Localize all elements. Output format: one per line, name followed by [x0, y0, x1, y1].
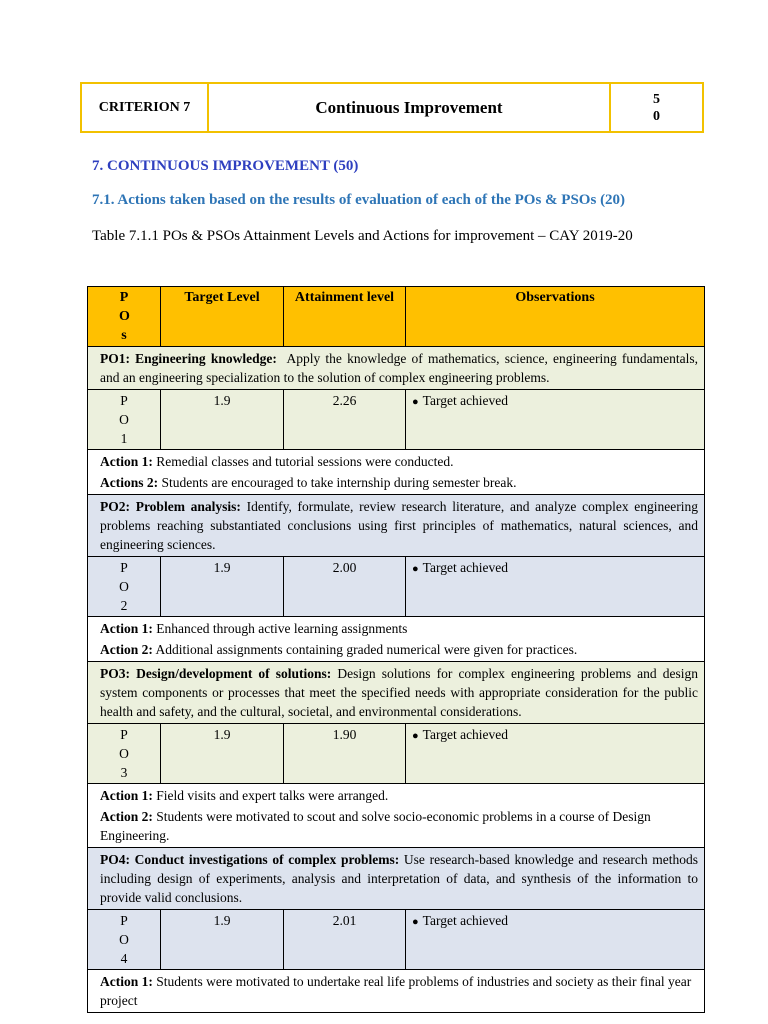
- header-pos: POs: [119, 290, 130, 343]
- action-label: Action 1:: [100, 788, 153, 803]
- action-label: Action 2:: [100, 809, 153, 824]
- po-description: Apply the knowledge of mathematics, science, engineering fundamentals, and an engineering specialization to the solution of complex engineering problems.: [100, 351, 698, 385]
- criterion-title: Continuous Improvement: [209, 84, 611, 131]
- po-description-row: [88, 495, 705, 557]
- po-description-row: [88, 662, 705, 724]
- action-label: Action 1:: [100, 974, 153, 989]
- target-level: 1.9: [161, 557, 284, 617]
- po-code: PO1: [119, 393, 129, 446]
- po-values-row: [88, 557, 705, 617]
- action-label: Action 1:: [100, 454, 153, 469]
- observation: Target achieved: [422, 913, 509, 928]
- action-text: Additional assignments containing graded numerical were given for practices.: [155, 642, 578, 657]
- po-description: Use research-based knowledge and research methods including design of experiments, analysis and interpretation of data, and synthesis of the information to provide valid conclusions.: [100, 852, 699, 905]
- subsection-heading: 7.1. Actions taken based on the results of evaluation of each of the POs & PSOs (20): [92, 192, 626, 208]
- section-heading: 7. CONTINUOUS IMPROVEMENT (50): [92, 158, 359, 174]
- po-actions-row: [88, 450, 705, 495]
- po-actions-row: [88, 970, 705, 1013]
- attainment-level: 2.26: [284, 390, 406, 450]
- bullet-icon: ●: [412, 396, 419, 408]
- action-label: Action 2:: [100, 642, 153, 657]
- observation: Target achieved: [422, 727, 509, 742]
- po-description: Design solutions for complex engineering problems and design system components or processes that meet the specified needs with appropriate consideration for the public health and safety, and the cultural, societal, and environmental considerations.: [100, 666, 699, 719]
- po-description-row: [88, 347, 705, 390]
- po-title: PO4: Conduct investigations of complex problems:: [100, 852, 400, 867]
- action-text: Students were motivated to scout and solve socio-economic problems in a course of Design Engineering.: [100, 809, 651, 843]
- attainment-level: 2.00: [284, 557, 406, 617]
- criterion-header: [80, 82, 704, 133]
- observation: Target achieved: [422, 560, 509, 575]
- attainment-level: 2.01: [284, 910, 406, 970]
- po-values-row: [88, 724, 705, 784]
- action-label: Actions 2:: [100, 475, 159, 490]
- bullet-icon: ●: [412, 916, 419, 928]
- observation: Target achieved: [422, 393, 509, 408]
- action-text: Students were motivated to undertake real life problems of industries and society as their final year project: [100, 974, 692, 1008]
- po-description: Identify, formulate, review research literature, and analyze complex engineering problems reaching substantiated conclusions using first principles of mathematics, natural sciences, and engineering sciences.: [100, 499, 699, 552]
- target-level: 1.9: [161, 390, 284, 450]
- po-attainment-table: [87, 286, 705, 1013]
- bullet-icon: ●: [412, 730, 419, 742]
- target-level: 1.9: [161, 910, 284, 970]
- action-text: Field visits and expert talks were arranged.: [156, 788, 389, 803]
- bullet-icon: ●: [412, 563, 419, 575]
- po-values-row: [88, 390, 705, 450]
- attainment-level: 1.90: [284, 724, 406, 784]
- criterion-label: CRITERION 7: [82, 84, 209, 131]
- po-code: PO3: [119, 727, 129, 780]
- table-header-row: [88, 287, 705, 347]
- po-code: PO2: [119, 560, 129, 613]
- po-values-row: [88, 910, 705, 970]
- action-text: Students are encouraged to take internship during semester break.: [161, 475, 517, 490]
- action-text: Remedial classes and tutorial sessions were conducted.: [156, 454, 454, 469]
- po-description-row: [88, 848, 705, 910]
- po-title: PO1: Engineering knowledge:: [100, 351, 277, 366]
- table-caption: Table 7.1.1 POs & PSOs Attainment Levels and Actions for improvement – CAY 2019-20: [92, 228, 633, 244]
- po-title: PO3: Design/development of solutions:: [100, 666, 332, 681]
- header-attainment: Attainment level: [284, 287, 406, 347]
- po-title: PO2: Problem analysis:: [100, 499, 241, 514]
- po-actions-row: [88, 617, 705, 662]
- action-label: Action 1:: [100, 621, 153, 636]
- target-level: 1.9: [161, 724, 284, 784]
- header-target: Target Level: [161, 287, 284, 347]
- action-text: Enhanced through active learning assignments: [156, 621, 408, 636]
- header-observations: Observations: [406, 287, 705, 347]
- po-actions-row: [88, 784, 705, 848]
- criterion-marks: 50: [653, 91, 660, 124]
- po-code: PO4: [119, 913, 129, 966]
